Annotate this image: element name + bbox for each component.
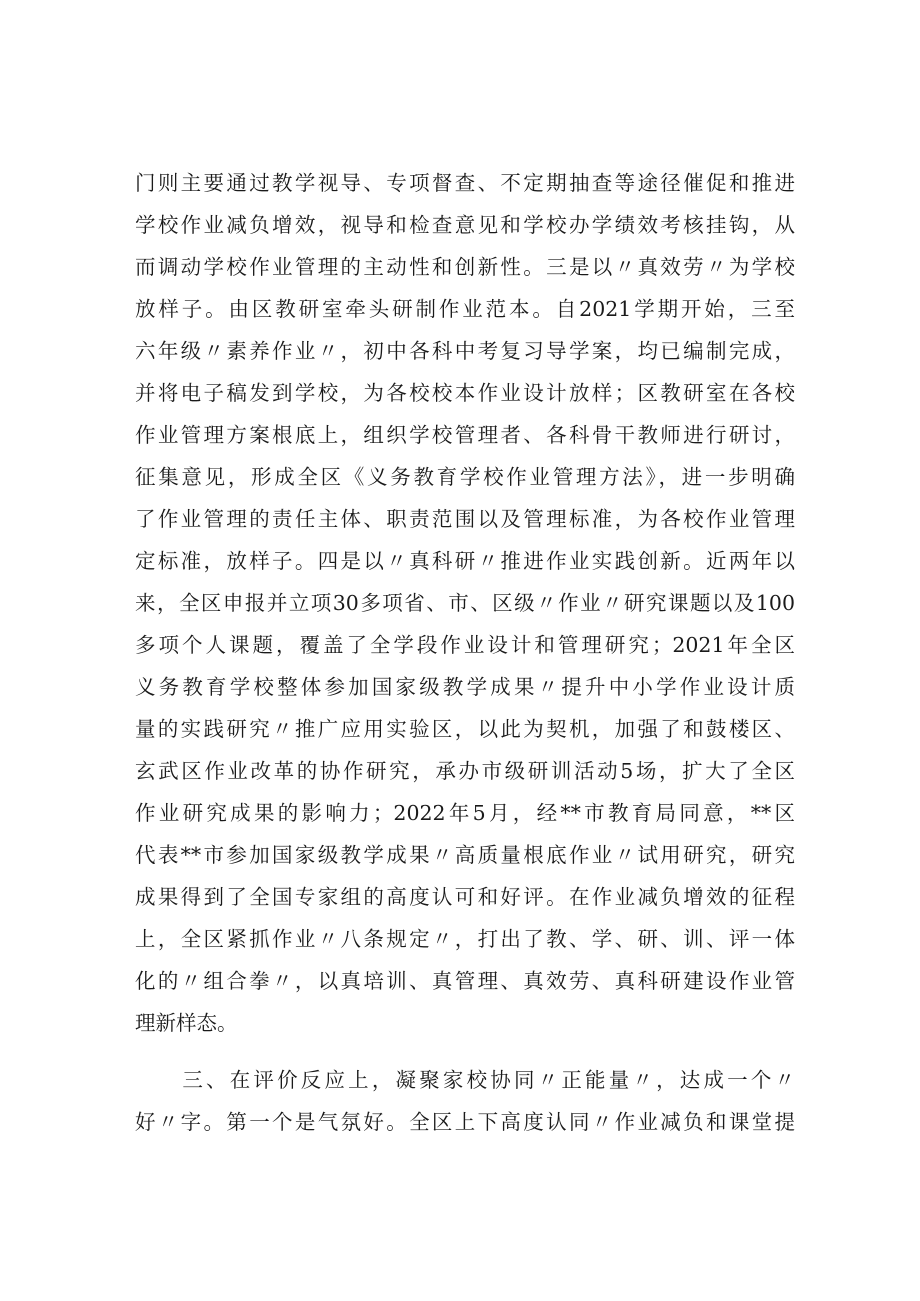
text-line: 了作业管理的责任主体、职责范围以及管理标准，为各校作业管理 bbox=[135, 507, 795, 531]
paragraph-line: 好〃字。第一个是气氛好。全区上下高度认同〃作业减负和课堂提 bbox=[135, 1110, 795, 1134]
text-line: 放样子。由区教研室牵头研制作业范本。自2021学期开始，三至 bbox=[135, 297, 795, 321]
text-line: 作业管理方案根底上，组织学校管理者、各科骨干教师进行研讨， bbox=[135, 423, 795, 447]
text-line: 上，全区紧抓作业〃八条规定〃，打出了教、学、研、训、评一体 bbox=[135, 927, 795, 951]
text-line: 作业研究成果的影响力；2022年5月，经**市教育局同意，**区 bbox=[135, 801, 795, 825]
text-line: 六年级〃素养作业〃，初中各科中考复习导学案，均已编制完成， bbox=[135, 339, 795, 363]
text-line: 代表**市参加国家级教学成果〃高质量根底作业〃试用研究，研究 bbox=[135, 843, 795, 867]
text-line: 来，全区申报并立项30多项省、市、区级〃作业〃研究课题以及100 bbox=[135, 591, 795, 615]
text-line: 成果得到了全国专家组的高度认可和好评。在作业减负增效的征程 bbox=[135, 885, 795, 909]
text-line: 玄武区作业改革的协作研究，承办市级研训活动5场，扩大了全区 bbox=[135, 759, 795, 783]
text-line: 化的〃组合拳〃，以真培训、真管理、真效劳、真科研建设作业管 bbox=[135, 969, 795, 993]
text-line: 学校作业减负增效，视导和检查意见和学校办学绩效考核挂钩，从 bbox=[135, 213, 795, 237]
text-line: 门则主要通过教学视导、专项督查、不定期抽查等途径催促和推进 bbox=[135, 171, 795, 195]
text-line: 而调动学校作业管理的主动性和创新性。三是以〃真效劳〃为学校 bbox=[135, 255, 795, 279]
text-line: 定标准，放样子。四是以〃真科研〃推进作业实践创新。近两年以 bbox=[135, 549, 795, 573]
text-line: 多项个人课题，覆盖了全学段作业设计和管理研究；2021年全区 bbox=[135, 633, 795, 657]
text-line: 量的实践研究〃推广应用实验区，以此为契机，加强了和鼓楼区、 bbox=[135, 717, 795, 741]
text-line: 征集意见，形成全区《义务教育学校作业管理方法》，进一步明确 bbox=[135, 465, 795, 489]
paragraph-line: 三、在评价反应上，凝聚家校协同〃正能量〃，达成一个〃 bbox=[135, 1068, 795, 1092]
text-line: 理新样态。 bbox=[135, 1011, 238, 1035]
text-line: 义务教育学校整体参加国家级教学成果〃提升中小学作业设计质 bbox=[135, 675, 795, 699]
text-line: 并将电子稿发到学校，为各校校本作业设计放样；区教研室在各校 bbox=[135, 381, 795, 405]
